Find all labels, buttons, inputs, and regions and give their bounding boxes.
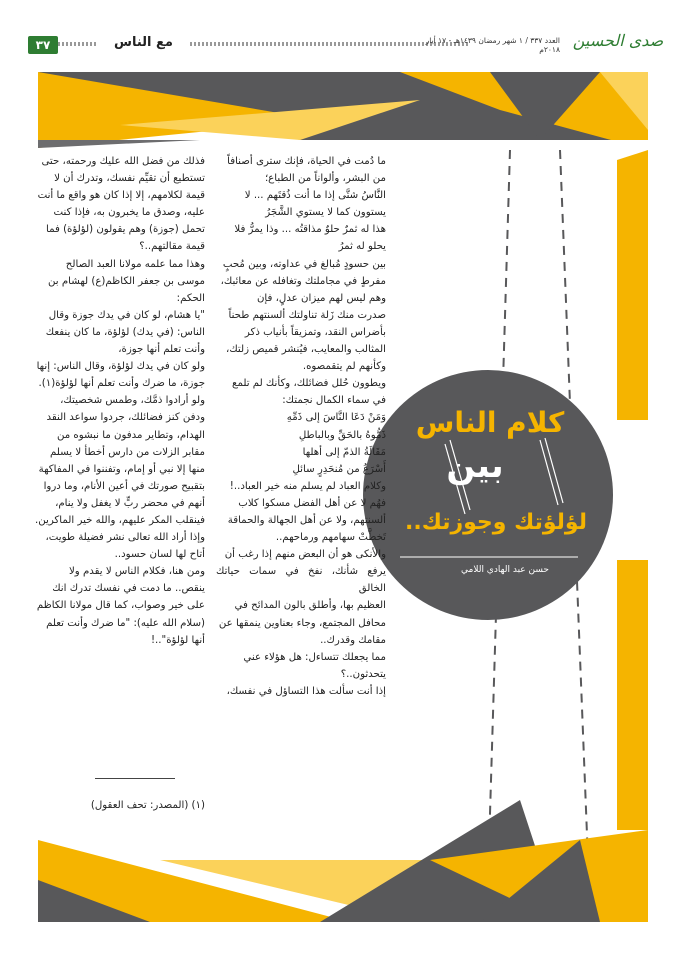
page-number: ٣٧	[28, 36, 58, 54]
text-line: يتحدثون..؟	[340, 668, 386, 680]
text-line: مما يجعلك تتساءل: هل هؤلاء عني	[243, 651, 386, 663]
text-column-left	[35, 153, 205, 649]
right-yellow-strip-top	[617, 150, 648, 420]
text-line: العظيم بها، وأطلق بالون المدائح في	[234, 600, 386, 612]
text-line: وكلام العباد لم يسلم منه خير العباد..!	[229, 480, 386, 492]
text-line: "يا هشام، لو كان في يدك جوزة وقال	[48, 309, 205, 321]
text-line: محافل المجتمع، وجاء بعناوين ينمقها عن	[218, 617, 386, 629]
text-line: من البشر، وألواناً من الطباع؛	[264, 173, 386, 185]
article-author: حسن عبد الهادي اللامي	[461, 565, 549, 575]
magazine-logo: صدى الحسين	[572, 31, 664, 50]
text-line: ولو كان في يدك لؤلؤة، وقال الناس: إنها	[36, 361, 205, 373]
text-line: فذلك من فضل الله عليك ورحمته، حتى	[41, 156, 205, 167]
text-line: أنها لؤلؤة"..!	[150, 634, 205, 646]
text-line: بتقبيح صورتك في أعين الأنام، وما دروا	[43, 480, 205, 492]
text-line: يحلو له ثمرُ	[338, 241, 386, 253]
page-header	[0, 22, 688, 62]
text-line: على خير وصواب، كما قال مولانا الكاظم	[36, 600, 205, 612]
text-line: وهم ليس لهم ميزان عدلٍ، فإن	[256, 292, 386, 304]
text-line: يرفع شأنك، نفخ في سمات حياتك الخالق	[216, 566, 386, 595]
footnote-rule	[95, 778, 175, 779]
text-line: مَقَالَةُ الذمّ إلى أهلها	[302, 446, 386, 458]
text-line: منها إلا نبي أو إمام، وتفننوا في المفاكهة	[38, 463, 205, 475]
text-line: تستطيع أن تقيِّم نفسك، وتدرك أن لا	[54, 173, 205, 185]
text-line: ألسنتهم، ولا عن أهل الجهالة والحماقة	[227, 514, 386, 526]
top-left-gray-sliver	[38, 140, 200, 148]
text-line: تحمل (جوزة) وهم يقولون (لؤلؤة) فما	[45, 224, 205, 236]
section-title: مع الناس	[96, 32, 191, 54]
text-line: تَخطَّتْ سهامهم ورماحهم..	[275, 532, 386, 544]
text-line: فينقلب المكر عليهم، والله خير الماكرين.	[34, 514, 205, 526]
text-line: بين حسودٍ مُبالغ في عداوته، وبين مُحبٍ	[222, 258, 386, 270]
text-line: مقامك وقدرك..	[320, 634, 386, 646]
text-line: ذَمُّوهُ بالحَقِّ وبالباطلِ	[298, 429, 386, 441]
text-line: وإذا أراد الله تعالى نشر فضيلة طويت،	[45, 532, 205, 544]
footnote: (١) (المصدر: تحف العقول)	[90, 800, 205, 811]
text-line: الهدام، وتطاير مدفون ما نبشوه من	[56, 429, 205, 441]
text-line: الناس: (في يدك) لؤلؤة، ما كان ينفعك	[45, 326, 205, 338]
text-line: والأنكى هو أن البعض منهم إذا رغب أن	[224, 549, 386, 561]
text-line: ينقص.. ما دمت في نفسك تدرك انك	[52, 583, 205, 595]
article-title-line3: لؤلؤتك وجوزتك..	[405, 510, 587, 535]
text-line: وهذا مما علمه مولانا العبد الصالح	[65, 258, 205, 270]
text-line: صدرت منك زَلة تناولتك ألسنتهم طحناً	[228, 309, 386, 321]
text-line: الحكم:	[176, 292, 205, 304]
text-line: قيمة لكلامهم، إلا إذا كان هو واقع ما أنت	[37, 190, 205, 202]
text-line: (سلام الله عليه): "ما ضرك وأنت تعلم	[46, 617, 205, 629]
text-line: إذا أنت سألت هذا التساؤل في نفسك،	[226, 685, 386, 697]
text-line: ما دُمت في الحياة، فإنك سترى أصنافاً	[227, 156, 386, 167]
text-line: يستوون كما لا يستوي الشَّجَرُ	[265, 207, 386, 219]
header-rule-left	[58, 42, 96, 46]
text-line: بأضراس النقد، وتمزيقاً بأنياب ذكر	[244, 326, 386, 338]
text-line: مقابر الزلات من دارس أخطأ لا يسلم	[50, 446, 205, 458]
text-line: ودفن كنز فضائلك، جردوا سواعد النقد	[46, 412, 205, 424]
text-line: جوزة، ما ضرك وأنت تعلم أنها لؤلؤة(١).	[38, 378, 205, 390]
text-line: أَسْرَعُ من مُنحَدِرٍ سائلِ	[292, 463, 386, 475]
text-line: ويطوون حُلل فضائلك، وكأنك لم تلمع	[232, 378, 386, 390]
text-line: وكأنهم لم يتقمصوه.	[302, 361, 386, 373]
text-line: وَمَنْ دَعَا النَّاسَ إلى ذَمِّهِ	[286, 412, 386, 424]
text-line: النَّاسُ شتَّى إذا ما أنت ذُقتَهم ... لا	[244, 190, 386, 202]
text-line: أتاح لها لسان حسود..	[114, 549, 205, 561]
text-line: ومن هنا، فكلام الناس لا يقدم ولا	[68, 566, 205, 578]
text-line: مفرطٍ في مجاملتك وتغافله عن معائبك،	[220, 275, 386, 287]
text-line: وأنت تعلم أنها جوزة،	[118, 344, 205, 356]
issue-info: العدد ٣٣٧ / ١ شهر رمضان ١٤٣٩هـ - ١٧ أيار ٢٠١٨م	[425, 36, 560, 54]
text-line: هذا له ثمرٌ حلوٌ مذاقتُه ... وذا يمرُّ فلا	[234, 224, 386, 236]
text-line: في سماء الكمال نجمتك:	[282, 395, 386, 407]
text-line: فهُم لا عن أهل الفضل مسكوا كلاب	[238, 497, 386, 509]
text-line: موسى بن جعفر الكاظم(ع) لهشام بن	[48, 275, 205, 287]
article-title-line2: بين	[446, 446, 504, 486]
text-line: ولو أرادوا ذمَّك، وطمس شخصيتك،	[60, 395, 205, 407]
text-line: قيمة مقالتهم..؟	[139, 241, 205, 253]
right-yellow-strip-bottom	[617, 560, 648, 830]
text-line: أنهم في محضر ربٍّ لا يغفل ولا ينام،	[55, 497, 205, 509]
text-column-right	[216, 153, 386, 700]
text-line: عليه، وصدق ما يخبرون به، فإذا كنت	[53, 207, 205, 219]
text-line: المثالب والمعايب، فيُنشر قميص زلتك،	[226, 344, 386, 356]
article-title-line1: كلام الناس	[415, 406, 565, 439]
